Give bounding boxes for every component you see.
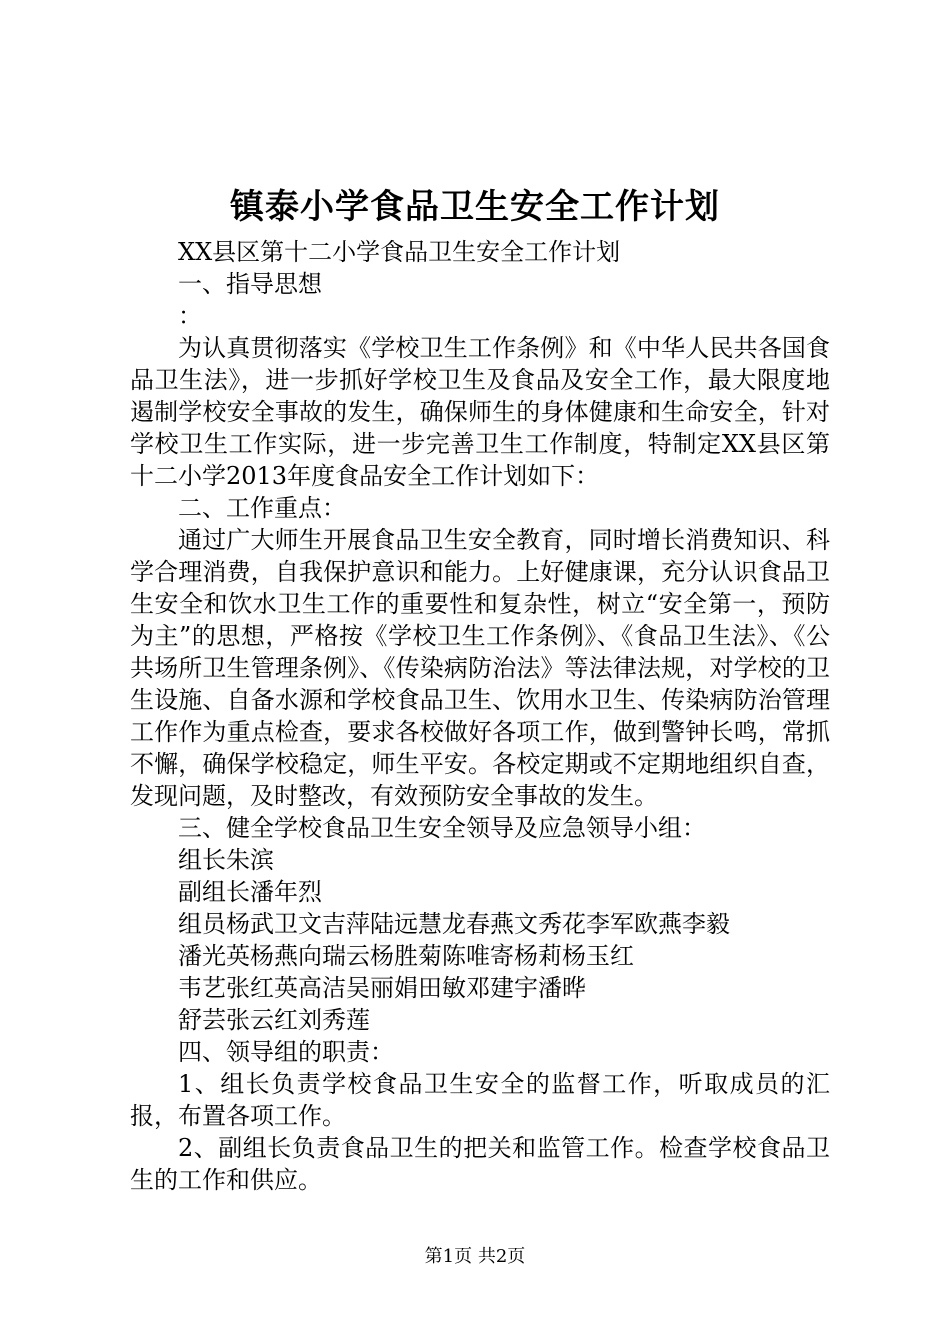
- heading-duties: 四、领导组的职责：: [178, 1038, 394, 1066]
- heading-guiding-thought: 一、指导思想: [178, 270, 322, 298]
- paragraph-duty-1: 1、组长负责学校食品卫生安全的监督工作，听取成员的汇报，布置各项工作。: [130, 1070, 830, 1130]
- paragraph-members-4: 舒芸张云红刘秀莲: [178, 1006, 370, 1034]
- paragraph-duty-2: 2、副组长负责食品卫生的把关和监管工作。检查学校食品卫生的工作和供应。: [130, 1134, 830, 1194]
- page-number-footer: 第1页 共2页: [424, 1246, 526, 1267]
- paragraph-members-3: 韦艺张红英高洁吴丽娟田敏邓建宇潘晔: [178, 974, 586, 1002]
- paragraph-group-leader: 组长朱滨: [178, 846, 274, 874]
- document-body: [130, 236, 830, 1196]
- paragraph-subtitle: XX县区第十二小学食品卫生安全工作计划: [178, 238, 621, 266]
- paragraph-members-1: 组员杨武卫文吉萍陆远慧龙春燕文秀花李军欧燕李毅: [178, 910, 730, 938]
- heading-work-focus: 二、工作重点：: [178, 494, 346, 522]
- document-title: 镇泰小学食品卫生安全工作计划: [230, 187, 720, 227]
- paragraph-intro: 为认真贯彻落实《学校卫生工作条例》和《中华人民共各国食品卫生法》，进一步抓好学校卫生及食品及安全工作，最大限度地遏制学校安全事故的发生，确保师生的身体健康和生命安全，针对学校卫生工作实际，进一步完善卫生工作制度，特制定XX县区第十二小学2013年度食品安全工作计划如下：: [130, 334, 830, 490]
- paragraph-members-2: 潘光英杨燕向瑞云杨胜菊陈唯寄杨莉杨玉红: [178, 942, 634, 970]
- paragraph-deputy-leader: 副组长潘年烈: [178, 878, 322, 906]
- paragraph-colon: ：: [178, 302, 202, 330]
- paragraph-work-focus: 通过广大师生开展食品卫生安全教育，同时增长消费知识、科学合理消费，自我保护意识和能力。上好健康课，充分认识食品卫生安全和饮水卫生工作的重要性和复杂性，树立“安全第一，预防为主”的思想，严格按《学校卫生工作条例》、《食品卫生法》、《公共场所卫生管理条例》、《传染病防治法》等法律法规，对学校的卫生设施、自备水源和学校食品卫生、饮用水卫生、传染病防治管理工作作为重点检查，要求各校做好各项工作，做到警钟长鸣，常抓不懈，确保学校稳定，师生平安。各校定期或不定期地组织自查，发现问题，及时整改，有效预防安全事故的发生。: [130, 526, 830, 810]
- heading-leadership-group: 三、健全学校食品卫生安全领导及应急领导小组：: [178, 814, 706, 842]
